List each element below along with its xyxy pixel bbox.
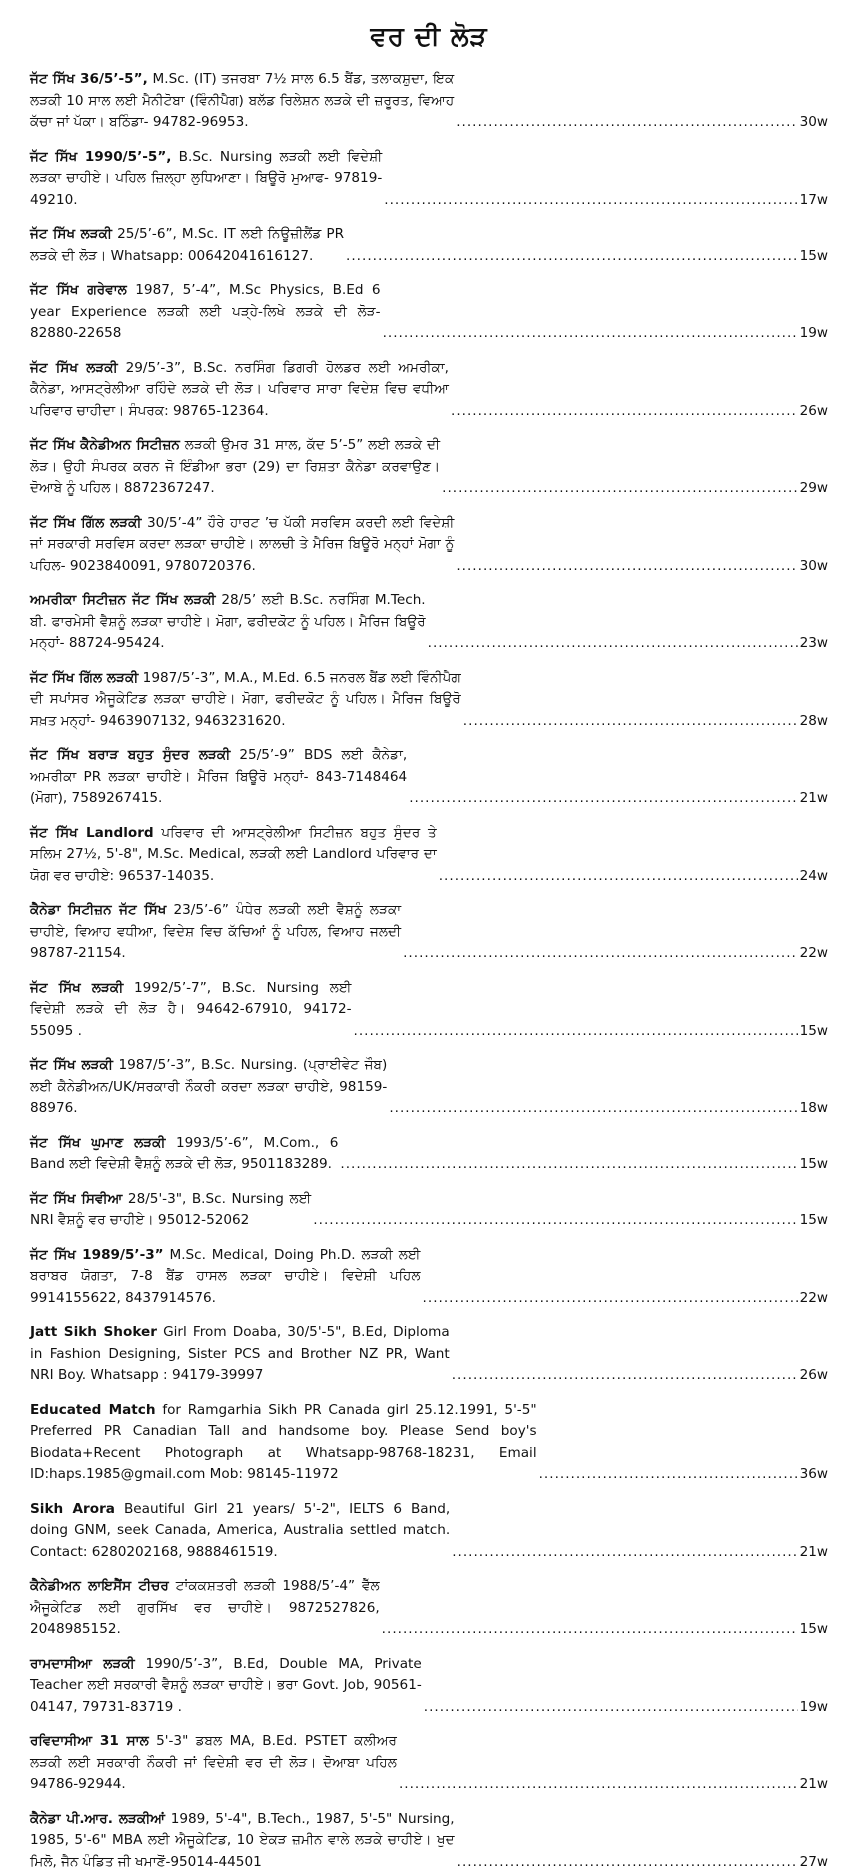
ad-heading: ਕੈਨੇਡਾ ਸਿਟੀਜ਼ਨ ਜੱਟ ਸਿੱਖ [30,902,166,918]
ad-heading: ਜੱਟ ਸਿੱਖ ਗਿੱਲ ਲੜਕੀ [30,670,138,686]
dot-leader [539,1464,798,1486]
dot-leader [428,633,798,655]
dot-leader [383,323,798,345]
ad-code: 21w [800,1542,828,1564]
ad-code: 24w [800,866,828,888]
ad-heading: ਜੱਟ ਸਿੱਖ 1990/5’-5”, [30,149,171,165]
ad-code: 23w [800,633,828,655]
ad-heading: ਜੱਟ ਸਿੱਖ ਸਿਵੀਆ [30,1191,122,1207]
ad-body: 1992/5’-7”, B.Sc. Nursing ਲਈ ਵਿਦੇਸ਼ੀ ਲੜਕੇ ਦੀ ਲੋੜ ਹੈ। 94642-67910, 94172-55095 . [30,980,352,1039]
ad-heading: ਜੱਟ ਸਿੱਖ ਲੜਕੀ [30,1057,113,1073]
classified-ad [30,69,828,134]
ad-body: 1990/5’-3”, B.Ed, Double MA, Private Teacher ਲਈ ਸਰਕਾਰੀ ਵੈਸ਼ਨੂੰ ਲੜਕਾ ਚਾਹੀਏ। ਭਰਾ Govt. Job, 90561-04147, 79731-83719 . [30,1656,422,1715]
ad-code: 19w [800,323,828,345]
ad-text [30,435,828,500]
ad-text [30,1576,828,1641]
page-title: ਵਰ ਦੀ ਲੋੜ [30,22,828,53]
ad-text [30,280,828,345]
classified-ad [30,1731,828,1796]
classified-ad [30,978,828,1043]
ad-text [30,1654,828,1719]
classified-ad [30,668,828,733]
ad-body: 23/5’-6” ਪੰਧੇਰ ਲੜਕੀ ਲਈ ਵੈਸ਼ਨੂੰ ਲੜਕਾ ਚਾਹੀਏ, ਵਿਆਹ ਵਧੀਆ, ਵਿਦੇਸ਼ ਵਿਚ ਕੱਚਿਆਂ ਨੂੰ ਪਹਿਲ, ਵਿਆਹ ਜਲਦੀ 98787-21154. [30,902,401,961]
ad-code: 15w [800,246,828,268]
dot-leader [313,1210,797,1232]
ad-body: 1989, 5'-4", B.Tech., 1987, 5'-5" Nursing, 1985, 5'-6" MBA ਲਈ ਐਜੂਕੇਟਿਡ, 10 ਏਕੜ ਜ਼ਮੀਨ ਵਾਲੇ ਲੜਕੇ ਚਾਹੀਏ। ਖੁਦ ਮਿਲੋ, ਜੈਨ ਪੰਡਿਤ ਜੀ ਖਮਾਣੋਂ-95014-44501 [30,1811,455,1870]
ad-heading: ਜੱਟ ਸਿੱਖ Landlord [30,825,154,841]
ad-body: B.Sc. Nursing ਲੜਕੀ ਲਈ ਵਿਦੇਸ਼ੀ ਲੜਕਾ ਚਾਹੀਏ। ਪਹਿਲ ਜ਼ਿਲ੍ਹਾ ਲੁਧਿਆਣਾ। ਬਿਊਰੋ ਮੁਆਫ- 97819-49210. [30,149,382,208]
dot-leader [424,1697,798,1719]
ad-body: Beautiful Girl 21 years/ 5'-2", IELTS 6 Band, doing GNM, seek Canada, America, Australia settled match. Contact: 6280202168, 9888461519. [30,1501,450,1560]
ad-code: 29w [800,478,828,500]
dot-leader [346,246,798,268]
dot-leader [354,1021,798,1043]
dot-leader [382,1619,798,1641]
ad-code: 19w [800,1697,828,1719]
ad-heading: ਜੱਟ ਸਿੱਖ ਗਿੱਲ ਲੜਕੀ [30,515,142,531]
ad-text [30,513,828,578]
ad-text [30,224,828,267]
dot-leader [384,190,797,212]
ad-heading: ਜੱਟ ਸਿੱਖ ਬਰਾੜ ਬਹੁਤ ਸੁੰਦਰ ਲੜਕੀ [30,747,230,763]
classified-ad [30,1654,828,1719]
ad-body: 25/5’-6”, M.Sc. IT ਲਈ ਨਿਊਜ਼ੀਲੈਂਡ PR ਲੜਕੇ ਦੀ ਲੋੜ। Whatsapp: 00642041616127. [30,226,344,264]
ad-code: 27w [800,1852,828,1873]
classified-ad [30,280,828,345]
ad-body: 30/5’-4” ਹੌਰੇ ਹਾਰਟ ’ਚ ਪੱਕੀ ਸਰਵਿਸ ਕਰਦੀ ਲਈ ਵਿਦੇਸ਼ੀ ਜਾਂ ਸਰਕਾਰੀ ਸਰਵਿਸ ਕਰਦਾ ਲੜਕਾ ਚਾਹੀਏ। ਲਾਲਚੀ ਤੇ ਮੈਰਿਜ ਬਿਊਰੋ ਮਨ੍ਹਾਂ ਮੋਗਾ ਨੂੰ ਪਹਿਲ- 9023840091, 9780720376. [30,515,454,574]
dot-leader [423,1288,798,1310]
ad-text [30,147,828,212]
ad-text [30,900,828,965]
ad-text [30,745,828,810]
ad-body: ਪਰਿਵਾਰ ਦੀ ਆਸਟ੍ਰੇਲੀਆ ਸਿਟੀਜ਼ਨ ਬਹੁਤ ਸੁੰਦਰ ਤੇ ਸਲਿਮ 27½, 5'-8", M.Sc. Medical, ਲੜਕੀ ਲਈ Landlord ਪਰਿਵਾਰ ਦਾ ਯੋਗ ਵਰ ਚਾਹੀਏ: 96537-14035. [30,825,437,884]
ad-heading: ਜੱਟ ਸਿੱਖ ਲੜਕੀ [30,360,118,376]
ad-code: 30w [800,112,828,134]
ad-heading: Educated Match [30,1402,156,1418]
classified-ad [30,1189,828,1232]
dot-leader [457,1852,798,1873]
classified-ad [30,513,828,578]
ad-text [30,823,828,888]
classified-ad [30,1809,828,1873]
ad-body: 1987/5’-3”, B.Sc. Nursing. (ਪ੍ਰਾਈਵੇਟ ਜੌਬ) ਲਈ ਕੈਨੇਡੀਅਨ/UK/ਸਰਕਾਰੀ ਨੌਕਰੀ ਕਰਦਾ ਲੜਕਾ ਚਾਹੀਏ, 98159-88976. [30,1057,387,1116]
ad-code: 18w [800,1098,828,1120]
ad-text [30,668,828,733]
ad-heading: Sikh Arora [30,1501,115,1517]
classified-ad [30,224,828,267]
ad-body: 1987/5’-3”, M.A., M.Ed. 6.5 ਜਨਰਲ ਬੈਂਡ ਲਈ ਵਿੰਨੀਪੈਗ ਦੀ ਸਪਾਂਸਰ ਐਜੂਕੇਟਿਡ ਲੜਕਾ ਚਾਹੀਏ। ਮੋਗਾ, ਫਰੀਦਕੋਟ ਨੂੰ ਪਹਿਲ। ਮੈਰਿਜ ਬਿਊਰੋ ਸਖ਼ਤ ਮਨ੍ਹਾਂ- 9463907132, 9463231620. [30,670,461,729]
dot-leader [452,1365,798,1387]
ad-body: 1987, 5’-4”, M.Sc Physics, B.Ed 6 year Experience ਲੜਕੀ ਲਈ ਪੜ੍ਹੇ-ਲਿਖੇ ਲੜਕੇ ਦੀ ਲੋੜ- 82880-22658 [30,282,381,341]
ad-heading: ਜੱਟ ਸਿੱਖ ਕੈਨੇਡੀਅਨ ਸਿਟੀਜ਼ਨ [30,437,180,453]
ad-heading: Jatt Sikh Shoker [30,1324,157,1340]
dot-leader [463,711,798,733]
ad-body: ਲੜਕੀ ਉਮਰ 31 ਸਾਲ, ਕੱਦ 5’-5” ਲਈ ਲੜਕੇ ਦੀ ਲੋੜ। ਉਹੀ ਸੰਪਰਕ ਕਰਨ ਜੋ ਇੰਡੀਆ ਭਰਾ (29) ਦਾ ਰਿਸ਼ਤਾ ਕੈਨੇਡਾ ਕਰਵਾਉਣ। ਦੋਆਬੇ ਨੂੰ ਪਹਿਲ। 8872367247. [30,437,440,496]
ad-text [30,1245,828,1310]
ad-text [30,69,828,134]
classified-ad [30,1133,828,1176]
classified-ad [30,1576,828,1641]
ad-code: 15w [800,1154,828,1176]
ad-body: 25/5’-9” BDS ਲਈ ਕੈਨੇਡਾ, ਅਮਰੀਕਾ PR ਲੜਕਾ ਚਾਹੀਏ। ਮੈਰਿਜ ਬਿਊਰੋ ਮਨ੍ਹਾਂ- 843-7148464 (ਮੋਗਾ), 7589267415. [30,747,407,806]
ad-body: 1993/5’-6”, M.Com., 6 Band ਲਈ ਵਿਦੇਸ਼ੀ ਵੈਸ਼ਨੂੰ ਲੜਕੇ ਦੀ ਲੋੜ, 9501183289. [30,1135,338,1173]
ad-heading: ਜੱਟ ਸਿੱਖ 1989/5’-3” [30,1247,164,1263]
ad-body: 28/5’ ਲਈ B.Sc. ਨਰਸਿੰਗ M.Tech. ਬੀ. ਫਾਰਮੇਸੀ ਵੈਸ਼ਨੂੰ ਲੜਕਾ ਚਾਹੀਏ। ਮੋਗਾ, ਫਰੀਦਕੋਟ ਨੂੰ ਪਹਿਲ। ਮੈਰਿਜ ਬਿਊਰੋ ਮਨ੍ਹਾਂ- 88724-95424. [30,592,426,651]
dot-leader [439,866,798,888]
ads-list [30,69,828,1873]
ad-text [30,1400,828,1486]
ad-text [30,1731,828,1796]
ad-body: M.Sc. Medical, Doing Ph.D. ਲੜਕੀ ਲਈ ਬਰਾਬਰ ਯੋਗਤਾ, 7-8 ਬੈਂਡ ਹਾਸਲ ਲੜਕਾ ਚਾਹੀਏ। ਵਿਦੇਸ਼ੀ ਪਹਿਲ 9914155622, 8437914576. [30,1247,421,1306]
ad-text [30,1322,828,1387]
dot-leader [456,556,797,578]
ad-heading: ਕੈਨੇਡਾ ਪੀ.ਆਰ. ਲੜਕੀਆਂ [30,1811,165,1827]
dot-leader [451,401,798,423]
classified-ad [30,358,828,423]
dot-leader [456,112,797,134]
ad-body: Girl From Doaba, 30/5'-5", B.Ed, Diploma in Fashion Designing, Sister PCS and Brother NZ PR, Want NRI Boy. Whatsapp : 94179-39997 [30,1324,450,1383]
classified-ad [30,1245,828,1310]
ad-heading: ਰਵਿਦਾਸੀਆ 31 ਸਾਲ [30,1733,149,1749]
ad-body: 28/5'-3", B.Sc. Nursing ਲਈ NRI ਵੈਸ਼ਨੂੰ ਵਰ ਚਾਹੀਏ। 95012-52062 [30,1191,311,1229]
classified-ad [30,745,828,810]
classified-ad [30,900,828,965]
ad-heading: ਜੱਟ ਸਿੱਖ ਘੁਮਾਣ ਲੜਕੀ [30,1135,166,1151]
classified-ad [30,823,828,888]
ad-text [30,1133,828,1176]
ad-code: 15w [800,1210,828,1232]
ad-code: 28w [800,711,828,733]
dot-leader [452,1542,797,1564]
classified-ad [30,1499,828,1564]
ad-code: 15w [800,1021,828,1043]
classified-ad [30,1055,828,1120]
ad-heading: ਜੱਟ ਸਿੱਖ ਲੜਕੀ [30,980,123,996]
ad-heading: ਜੱਟ ਸਿੱਖ ਲੜਕੀ [30,226,112,242]
ad-code: 26w [800,1365,828,1387]
ad-code: 26w [800,401,828,423]
ad-text [30,590,828,655]
ad-text [30,1809,828,1873]
ad-code: 21w [800,1774,828,1796]
ad-body: 29/5’-3”, B.Sc. ਨਰਸਿੰਗ ਡਿਗਰੀ ਹੋਲਡਰ ਲਈ ਅਮਰੀਕਾ, ਕੈਨੇਡਾ, ਆਸਟ੍ਰੇਲੀਆ ਰਹਿੰਦੇ ਲੜਕੇ ਦੀ ਲੋੜ। ਪਰਿਵਾਰ ਸਾਰਾ ਵਿਦੇਸ਼ ਵਿਚ ਵਧੀਆ ਪਰਿਵਾਰ ਚਾਹੀਦਾ। ਸੰਪਰਕ: 98765-12364. [30,360,449,419]
dot-leader [442,478,797,500]
ad-heading: ਰਾਮਦਾਸੀਆ ਲੜਕੀ [30,1656,135,1672]
classified-ad [30,435,828,500]
ad-code: 30w [800,556,828,578]
classified-ad [30,1322,828,1387]
ad-text [30,358,828,423]
ad-body: M.Sc. (IT) ਤਜਰਬਾ 7½ ਸਾਲ 6.5 ਬੈਂਡ, ਤਲਾਕਸ਼ੁਦਾ, ਇਕ ਲੜਕੀ 10 ਸਾਲ ਲਈ ਮੈਨੀਟੋਬਾ (ਵਿੰਨੀਪੈਗ) ਬਲੱਡ ਰਿਲੇਸ਼ਨ ਲੜਕੇ ਦੀ ਜ਼ਰੂਰਤ, ਵਿਆਹ ਕੱਚਾ ਜਾਂ ਪੱਕਾ। ਬਠਿੰਡਾ- 94782-96953. [30,71,454,130]
ad-heading: ਜੱਟ ਸਿੱਖ 36/5’-5”, [30,71,148,87]
classified-ad [30,147,828,212]
ad-body: 5'-3" ਡਬਲ MA, B.Ed. PSTET ਕਲੀਅਰ ਲੜਕੀ ਲਈ ਸਰਕਾਰੀ ਨੌਕਰੀ ਜਾਂ ਵਿਦੇਸ਼ੀ ਵਰ ਦੀ ਲੋੜ। ਦੋਆਬਾ ਪਹਿਲ 94786-92944. [30,1733,397,1792]
ad-code: 21w [800,788,828,810]
ad-body: for Ramgarhia Sikh PR Canada girl 25.12.1991, 5'-5" Preferred PR Canadian Tall and handsome boy. Please Send boy's Biodata+Recent Photograph at Whatsapp-98768-18231, Email ID:haps.1985@gmail.com Mob: 98145-11972 [30,1402,537,1483]
ad-code: 22w [800,1288,828,1310]
dot-leader [409,788,797,810]
ad-heading: ਅਮਰੀਕਾ ਸਿਟੀਜ਼ਨ ਜੱਟ ਸਿੱਖ ਲੜਕੀ [30,592,216,608]
dot-leader [340,1154,797,1176]
ad-code: 17w [800,190,828,212]
ad-body: ਟਾਂਕਕਸ਼ਤਰੀ ਲੜਕੀ 1988/5’-4” ਵੈੱਲ ਐਜੂਕੇਟਿਡ ਲਈ ਗੁਰਸਿੱਖ ਵਰ ਚਾਹੀਏ। 9872527826, 2048985152. [30,1578,380,1637]
ad-code: 36w [800,1464,828,1486]
ad-text [30,1499,828,1564]
ad-text [30,978,828,1043]
ad-heading: ਜੱਟ ਸਿੱਖ ਗਰੇਵਾਲ [30,282,127,298]
ad-code: 22w [800,943,828,965]
classified-ad [30,590,828,655]
dot-leader [399,1774,798,1796]
ad-text [30,1055,828,1120]
ad-text [30,1189,828,1232]
dot-leader [403,943,797,965]
dot-leader [389,1098,797,1120]
classified-ad [30,1400,828,1486]
ad-code: 15w [800,1619,828,1641]
ad-heading: ਕੈਨੇਡੀਅਨ ਲਾਇਸੈਂਸ ਟੀਚਰ [30,1578,169,1594]
